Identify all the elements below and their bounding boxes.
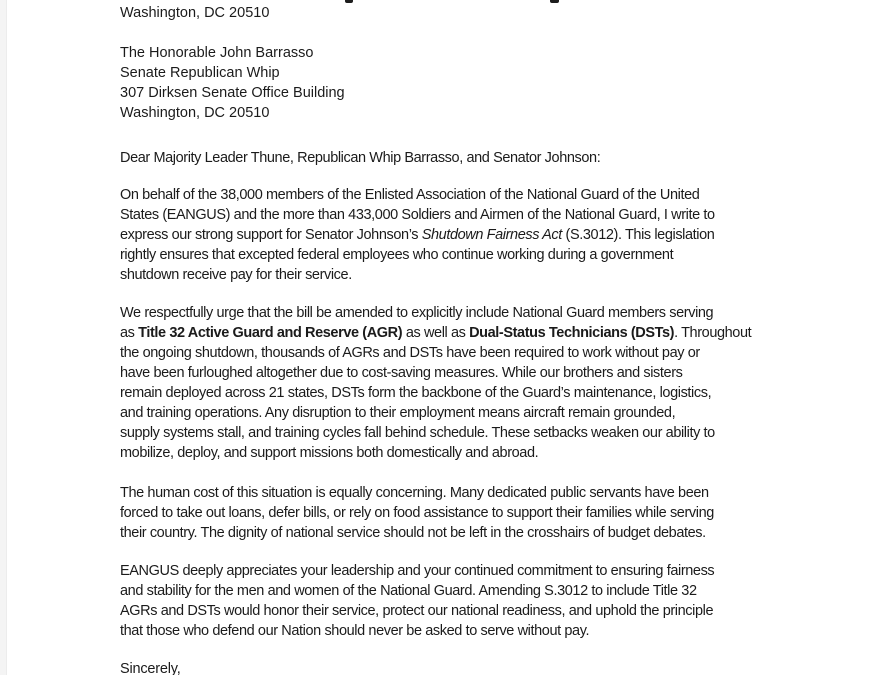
- recipient-block-top: [120, 3, 820, 23]
- text-run: that those who defend our Nation should never be asked to serve without pay.: [120, 623, 590, 639]
- body-line: [120, 403, 820, 423]
- text-run: shutdown receive pay for their service.: [120, 267, 352, 283]
- text-run: The human cost of this situation is equally concerning. Many dedicated public servants have been: [120, 485, 709, 501]
- paragraph: [120, 483, 820, 543]
- text-run: States (EANGUS) and the more than 433,000 Soldiers and Airmen of the National Guard, I write to: [120, 207, 715, 223]
- document-page[interactable]: [6, 0, 892, 675]
- text-run: and stability for the men and women of the National Guard. Amending S.3012 to include Title 32: [120, 583, 697, 599]
- text-run: On behalf of the 38,000 members of the Enlisted Association of the National Guard of the United: [120, 187, 700, 203]
- body-line: [120, 561, 820, 581]
- body-line: [120, 601, 820, 621]
- body-line: [120, 245, 820, 265]
- address-line: 307 Dirksen Senate Office Building: [120, 85, 345, 101]
- body-line: [120, 621, 820, 641]
- address-line: Washington, DC 20510: [120, 105, 270, 121]
- recipient-block: [120, 43, 820, 123]
- text-run: and training operations. Any disruption to their employment means aircraft remain grounded,: [120, 405, 676, 421]
- body-line: [120, 225, 820, 245]
- body-line: [120, 185, 820, 205]
- body-line: [120, 265, 820, 285]
- letter-body: [120, 185, 820, 641]
- address-line: Washington, DC 20510: [120, 5, 270, 21]
- bold-run: Title 32 Active Guard and Reserve (AGR): [138, 325, 403, 341]
- body-line: [120, 323, 820, 343]
- body-line: [120, 303, 820, 323]
- paragraph: [120, 185, 820, 285]
- body-line: [120, 443, 820, 463]
- text-run: rightly ensures that excepted federal employees who continue working during a government: [120, 247, 674, 263]
- body-line: [120, 581, 820, 601]
- body-line: [120, 343, 820, 363]
- body-line: [120, 483, 820, 503]
- closing: Sincerely,: [120, 661, 181, 675]
- bold-run: Dual-Status Technicians (DSTs): [469, 325, 675, 341]
- text-run: forced to take out loans, defer bills, or rely on food assistance to support their families while serving: [120, 505, 714, 521]
- text-run: have been furloughed altogether due to cost-saving measures. While our brothers and sisters: [120, 365, 683, 381]
- text-run: express our strong support for Senator Johnson’s: [120, 227, 422, 243]
- body-line: [120, 383, 820, 403]
- text-run: AGRs and DSTs would honor their service, protect our national readiness, and uphold the principle: [120, 603, 714, 619]
- text-run: their country. The dignity of national service should not be left in the crosshairs of budget debates.: [120, 525, 706, 541]
- text-run: EANGUS deeply appreciates your leadership and your continued commitment to ensuring fairness: [120, 563, 715, 579]
- text-run: remain deployed across 21 states, DSTs form the backbone of the Guard’s maintenance, logistics,: [120, 385, 712, 401]
- address-line: Senate Republican Whip: [120, 65, 280, 81]
- body-line: [120, 423, 820, 443]
- text-run: We respectfully urge that the bill be amended to explicitly include National Guard members serving: [120, 305, 714, 321]
- text-run: supply systems stall, and training cycles fall behind schedule. These setbacks weaken our ability to: [120, 425, 715, 441]
- body-line: [120, 363, 820, 383]
- text-run: as well as: [402, 325, 470, 341]
- address-line: The Honorable John Barrasso: [120, 45, 314, 61]
- paragraph: [120, 303, 820, 463]
- text-run: mobilize, deploy, and support missions both domestically and abroad.: [120, 445, 539, 461]
- text-run: . Throughout: [674, 325, 752, 341]
- text-run: (S.3012). This legislation: [561, 227, 715, 243]
- salutation: Dear Majority Leader Thune, Republican Whip Barrasso, and Senator Johnson:: [120, 150, 601, 166]
- italic-run: Shutdown Fairness Act: [421, 227, 562, 243]
- paragraph: [120, 561, 820, 641]
- text-run: the ongoing shutdown, thousands of AGRs and DSTs have been required to work without pay or: [120, 345, 700, 361]
- body-line: [120, 503, 820, 523]
- text-run: as: [120, 325, 139, 341]
- body-line: [120, 205, 820, 225]
- body-line: [120, 523, 820, 543]
- letter-content: [120, 3, 820, 675]
